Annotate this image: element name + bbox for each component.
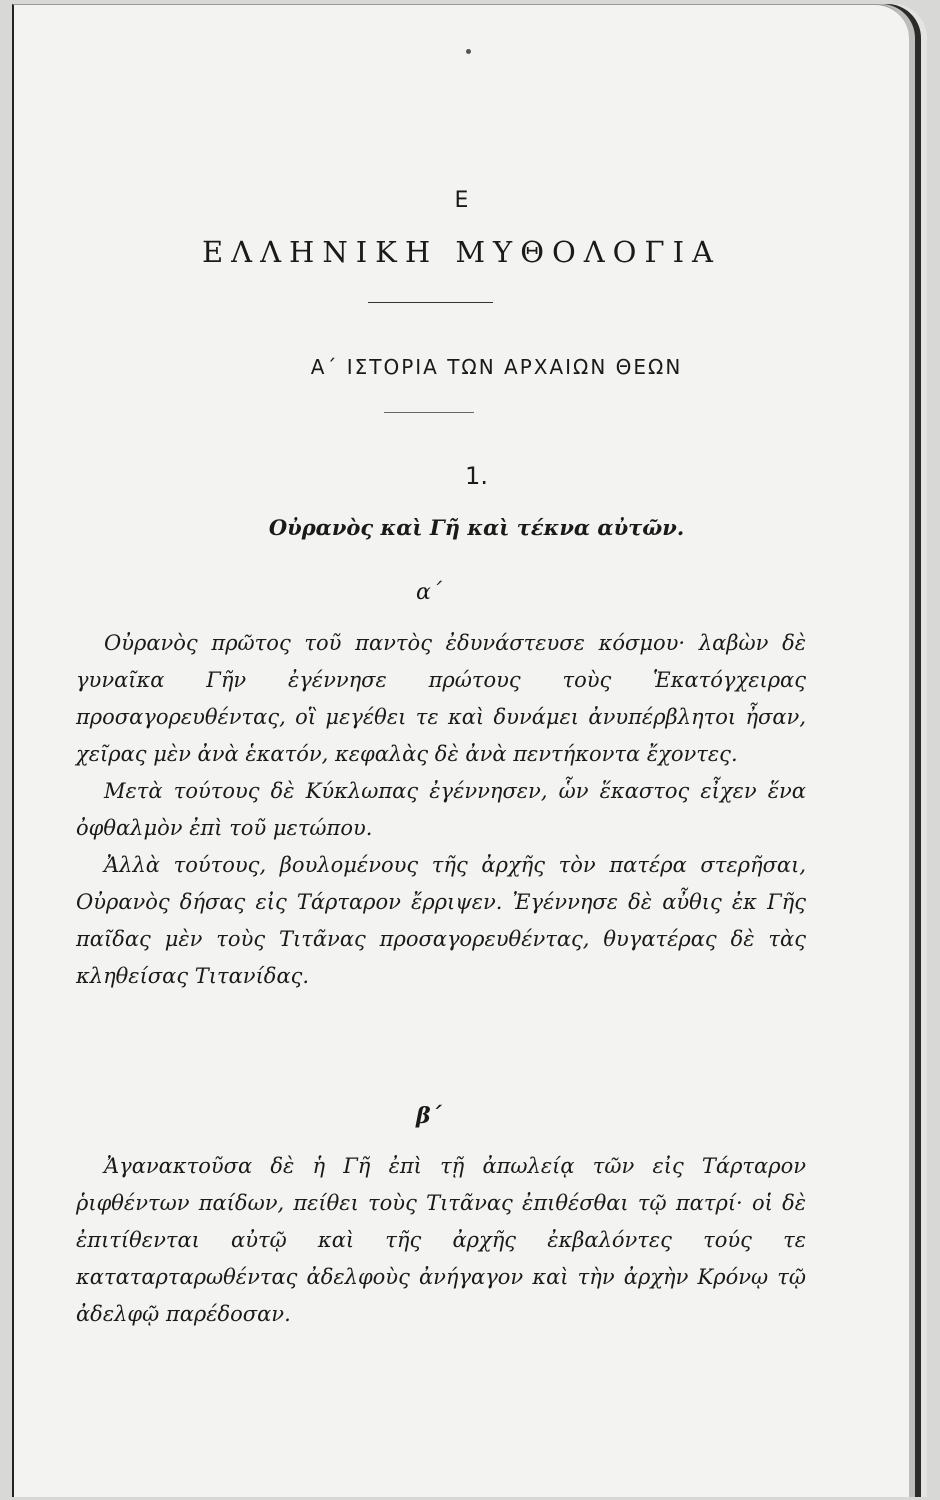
page-title: ΕΛΛΗΝΙΚΗ ΜΥΘΟΛΟΓΙΑ xyxy=(202,235,721,269)
subtitle-divider xyxy=(384,412,474,413)
section-beta-text xyxy=(76,1148,806,1333)
ink-speck xyxy=(466,49,471,54)
part-subtitle: Α΄ ΙΣΤΟΡΙΑ ΤΩΝ ΑΡΧΑΙΩΝ ΘΕΩΝ xyxy=(310,355,683,379)
paragraph: Ἀλλὰ τούτους, βουλομένους τῆς ἀρχῆς τὸν πατέρα στερῆσαι, Οὐρανὸς δήσας εἰς Τάρταρον ἔρριψεν. Ἐγέννησε δὲ αὖθις ἐκ Γῆς παῖδας μὲν τοὺς Τιτᾶνας προσαγορευθέντας, θυγατέρας δὲ τὰς κληθείσας Τιτανίδας. xyxy=(76,853,806,988)
paragraph: Μετὰ τούτους δὲ Κύκλωπας ἐγέννησεν, ὧν ἕκαστος εἶχεν ἕνα ὀφθαλμὸν ἐπὶ τοῦ μετώπου. xyxy=(76,779,806,840)
signature-mark: E xyxy=(454,188,469,213)
title-divider xyxy=(368,302,493,303)
chapter-number: 1. xyxy=(465,462,488,490)
chapter-heading: Οὐρανὸς καὶ Γῆ καὶ τέκνα αὐτῶν. xyxy=(268,515,685,540)
book-page xyxy=(12,4,909,1497)
paragraph: Ἀγανακτοῦσα δὲ ἡ Γῆ ἐπὶ τῇ ἀπωλείᾳ τῶν εἰς Τάρταρον ῥιφθέντων παίδων, πείθει τοὺς Τιτᾶνας ἐπιθέσθαι τῷ πατρί· οἱ δὲ ἐπιτίθενται αὐτῷ καὶ τῆς ἀρχῆς ἐκβαλόντες τούς τε καταταρταρωθέντας ἀδελφοὺς ἀνήγαγον καὶ τὴν ἀρχὴν Κρόνῳ τῷ ἀδελφῷ παρέδοσαν. xyxy=(76,1154,806,1326)
paragraph: Οὐρανὸς πρῶτος τοῦ παντὸς ἐδυνάστευσε κόσμου· λαβὼν δὲ γυναῖκα Γῆν ἐγέννησε πρώτους τοὺς Ἑκατόγχειρας προσαγορευθέντας, οἳ μεγέθει τε καὶ δυνάμει ἀνυπέρβλητοι ἦσαν, χεῖρας μὲν ἀνὰ ἑκατόν, κεφαλὰς δὲ ἀνὰ πεντήκοντα ἔχοντες. xyxy=(76,631,806,766)
section-label-beta: β΄ xyxy=(416,1103,442,1129)
section-alpha-text xyxy=(76,625,806,995)
section-label-alpha: α΄ xyxy=(416,580,442,605)
